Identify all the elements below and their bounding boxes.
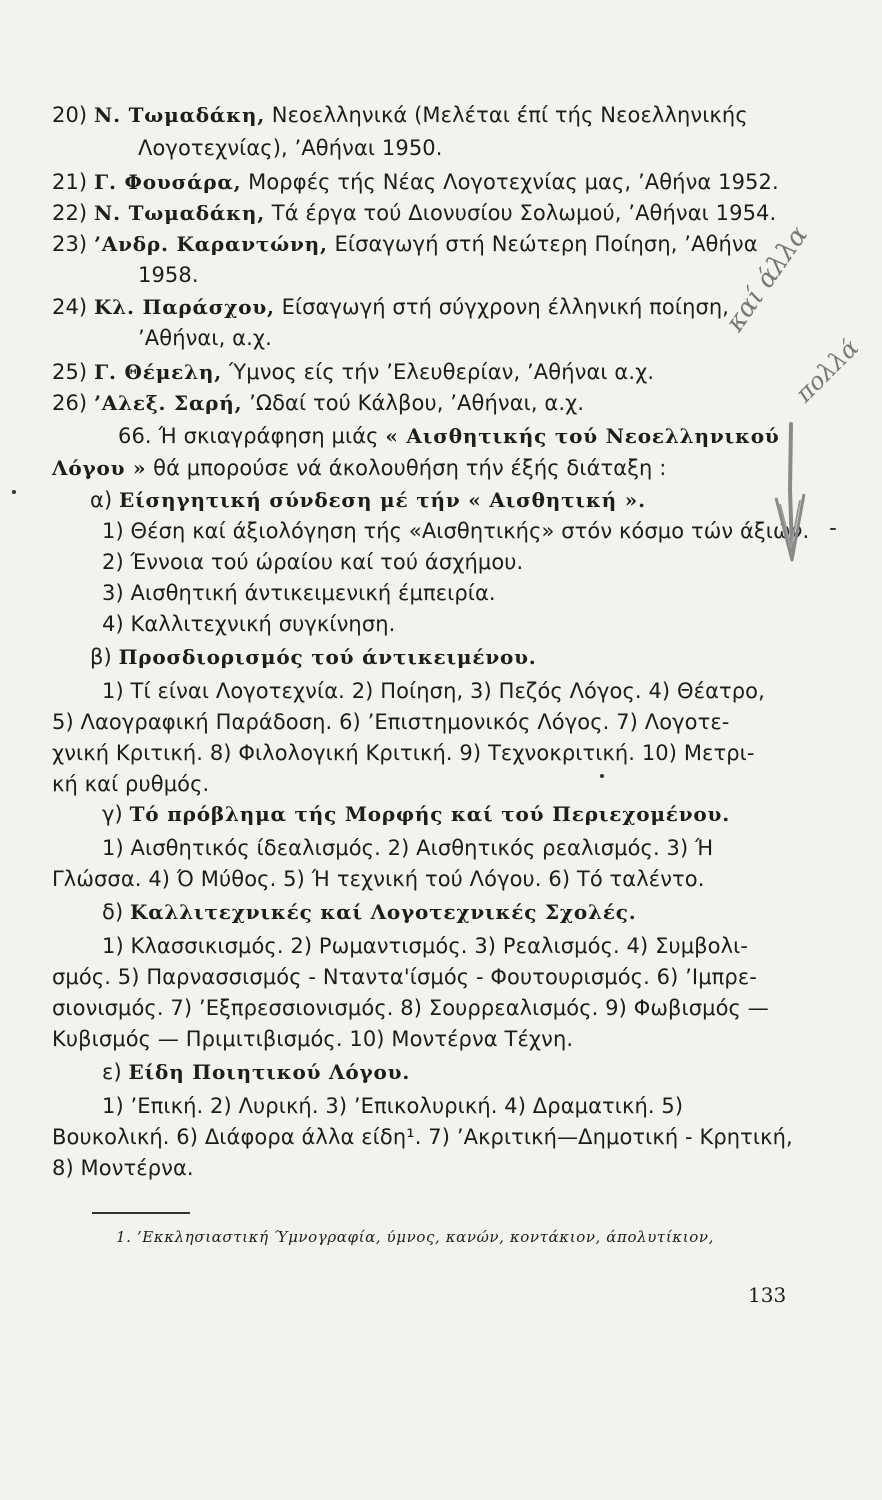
footnote-rule	[92, 1212, 190, 1214]
ref-26: 26) ’Αλεξ. Σαρή, ’Ωδαί τού Κάλβου, ’Αθήναι, α.χ.	[52, 391, 585, 415]
ref-21: 21) Γ. Φουσάρα, Μορφές τής Νέας Λογοτεχνίας μας, ’Αθήνα 1952.	[52, 170, 779, 194]
paragraph-line: 1) Τί είναι Λογοτεχνία. 2) Ποίηση, 3) Πεζός Λόγος. 4) Θέατρο,	[102, 679, 765, 703]
section-66-intro: 66. Ή σκιαγράφηση μιάς « Αισθητικής τού Νεοελληνικού	[118, 424, 780, 448]
paragraph-line: σμός. 5) Παρνασσισμός - Νταντα'ίσμός - Φουτουρισμός. 6) ’Ιμπρε-	[52, 965, 757, 989]
ref-20-cont: Λογοτεχνίας), ’Αθήναι 1950.	[138, 136, 443, 160]
ref-24-cont: ’Αθήναι, α.χ.	[138, 326, 272, 350]
list-item: 1) Θέση καί άξιολόγηση τής «Αισθητικής» στόν κόσμο τών άξιών.	[102, 519, 810, 543]
list-item: 2) Έννοια τού ώραίου καί τού άσχήμου.	[102, 550, 524, 574]
handwritten-note-2: πολλά	[790, 333, 865, 408]
paragraph-line: Κυβισμός — Πριμιτιβισμός. 10) Μοντέρνα Τέχνη.	[52, 1027, 574, 1051]
subsection-e-heading: ε) Είδη Ποιητικού Λόγου.	[102, 1060, 411, 1084]
handwritten-note-1: καί άλλα	[720, 220, 815, 338]
stray-mark	[600, 774, 604, 778]
section-66-intro-cont: Λόγου » θά μπορούσε νά άκολουθήση τήν έξής διάταξη :	[52, 456, 667, 480]
stray-mark	[12, 490, 16, 494]
paragraph-line: κή καί ρυθμός.	[52, 772, 210, 796]
paragraph-line: Βουκολική. 6) Διάφορα άλλα είδη¹. 7) ’Ακριτική—Δημοτική - Κρητική,	[52, 1125, 793, 1149]
paragraph-line: 5) Λαογραφική Παράδοση. 6) ’Επιστημονικός Λόγος. 7) Λογοτε-	[52, 710, 730, 734]
paragraph-line: χνική Κριτική. 8) Φιλολογική Κριτική. 9) Τεχνοκριτική. 10) Μετρι-	[52, 741, 755, 765]
paragraph-line: 1) Αισθητικός ίδεαλισμός. 2) Αισθητικός ρεαλισμός. 3) Ή	[102, 836, 714, 860]
ref-23: 23) ’Ανδρ. Καραντώνη, Είσαγωγή στή Νεώτερη Ποίηση, ’Αθήνα	[52, 232, 758, 256]
list-item: 3) Αισθητική άντικειμενική έμπειρία.	[102, 581, 496, 605]
ref-24: 24) Κλ. Παράσχου, Είσαγωγή στή σύγχρονη έλληνική ποίηση,	[52, 295, 730, 319]
subsection-b-heading: β) Προσδιορισμός τού άντικειμένου.	[90, 645, 537, 669]
ref-22: 22) Ν. Τωμαδάκη, Τά έργα τού Διονυσίου Σολωμού, ’Αθήναι 1954.	[52, 201, 777, 225]
paragraph-line: σιονισμός. 7) ’Εξπρεσσιονισμός. 8) Σουρρεαλισμός. 9) Φωβισμός —	[52, 996, 769, 1020]
paragraph-line: Γλώσσα. 4) Ό Μύθος. 5) Ή τεχνική τού Λόγου. 6) Τό ταλέντο.	[52, 867, 705, 891]
paragraph-line: 8) Μοντέρνα.	[52, 1156, 194, 1180]
paragraph-line: 1) ’Επική. 2) Λυρική. 3) ’Επικολυρική. 4) Δραματική. 5)	[102, 1094, 684, 1118]
page-number: 133	[748, 1283, 787, 1307]
stray-mark	[830, 528, 836, 530]
ref-25: 25) Γ. Θέμελη, Ύμνος είς τήν ’Ελευθερίαν, ’Αθήναι α.χ.	[52, 360, 655, 384]
paragraph-line: 1) Κλασσικισμός. 2) Ρωμαντισμός. 3) Ρεαλισμός. 4) Συμβολι-	[102, 934, 749, 958]
footnote: 1. ’Εκκλησιαστική Ύμνογραφία, ύμνος, κανών, κοντάκιον, άπολυτίκιον,	[116, 1228, 714, 1246]
ref-23-cont: 1958.	[138, 263, 199, 287]
subsection-c-heading: γ) Τό πρόβλημα τής Μορφής καί τού Περιεχομένου.	[102, 802, 730, 826]
subsection-a-heading: α) Είσηγητική σύνδεση μέ τήν « Αισθητική ».	[90, 488, 646, 512]
list-item: 4) Καλλιτεχνική συγκίνηση.	[102, 612, 396, 636]
handwritten-arrow-icon	[770, 420, 810, 570]
ref-20: 20) Ν. Τωμαδάκη, Νεοελληνικά (Μελέται έπί τής Νεοελληνικής	[52, 103, 748, 127]
subsection-d-heading: δ) Καλλιτεχνικές καί Λογοτεχνικές Σχολές.	[102, 900, 637, 924]
